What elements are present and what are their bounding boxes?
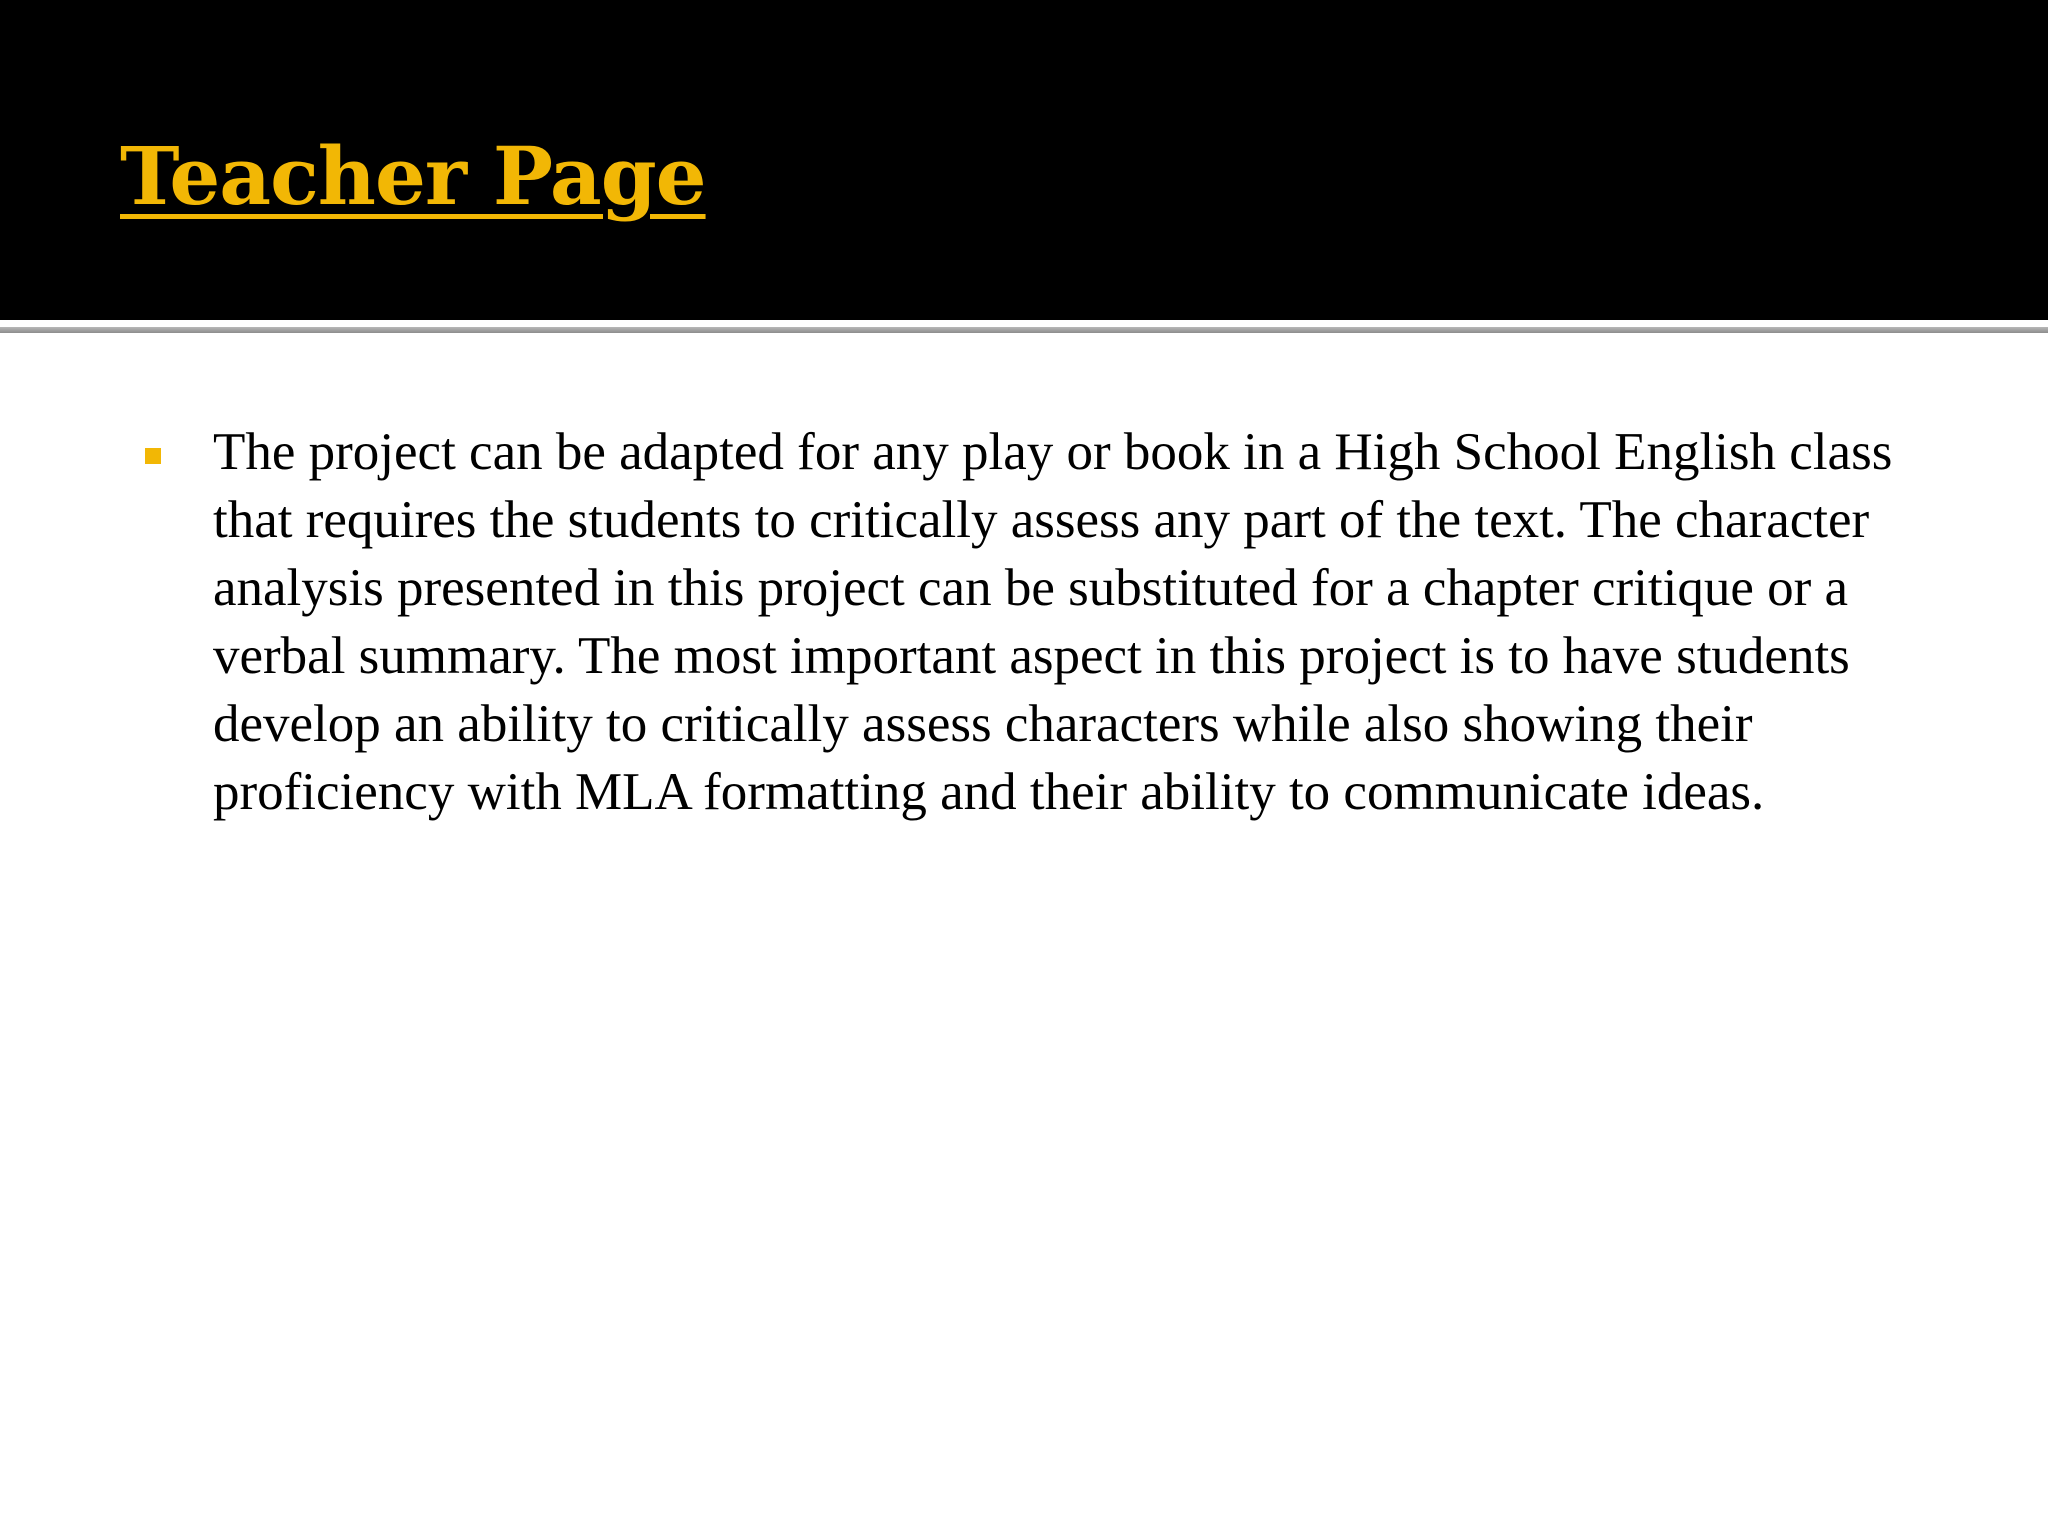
slide-body [145,418,1935,826]
header-divider [0,327,2048,333]
bullet-item [145,418,1935,826]
slide-title: Teacher Page [120,129,706,223]
bullet-text: The project can be adapted for any play or book in a High School English class that requires the students to critically assess any part of the text. The character analysis presented in this project can be substituted for a chapter critique or a verbal summary. The most important aspect in this project is to have students develop an ability to critically assess characters while also showing their proficiency with MLA formatting and their ability to communicate ideas. [213,423,1893,821]
title-header-band [0,0,2048,320]
square-bullet-icon [145,448,161,464]
